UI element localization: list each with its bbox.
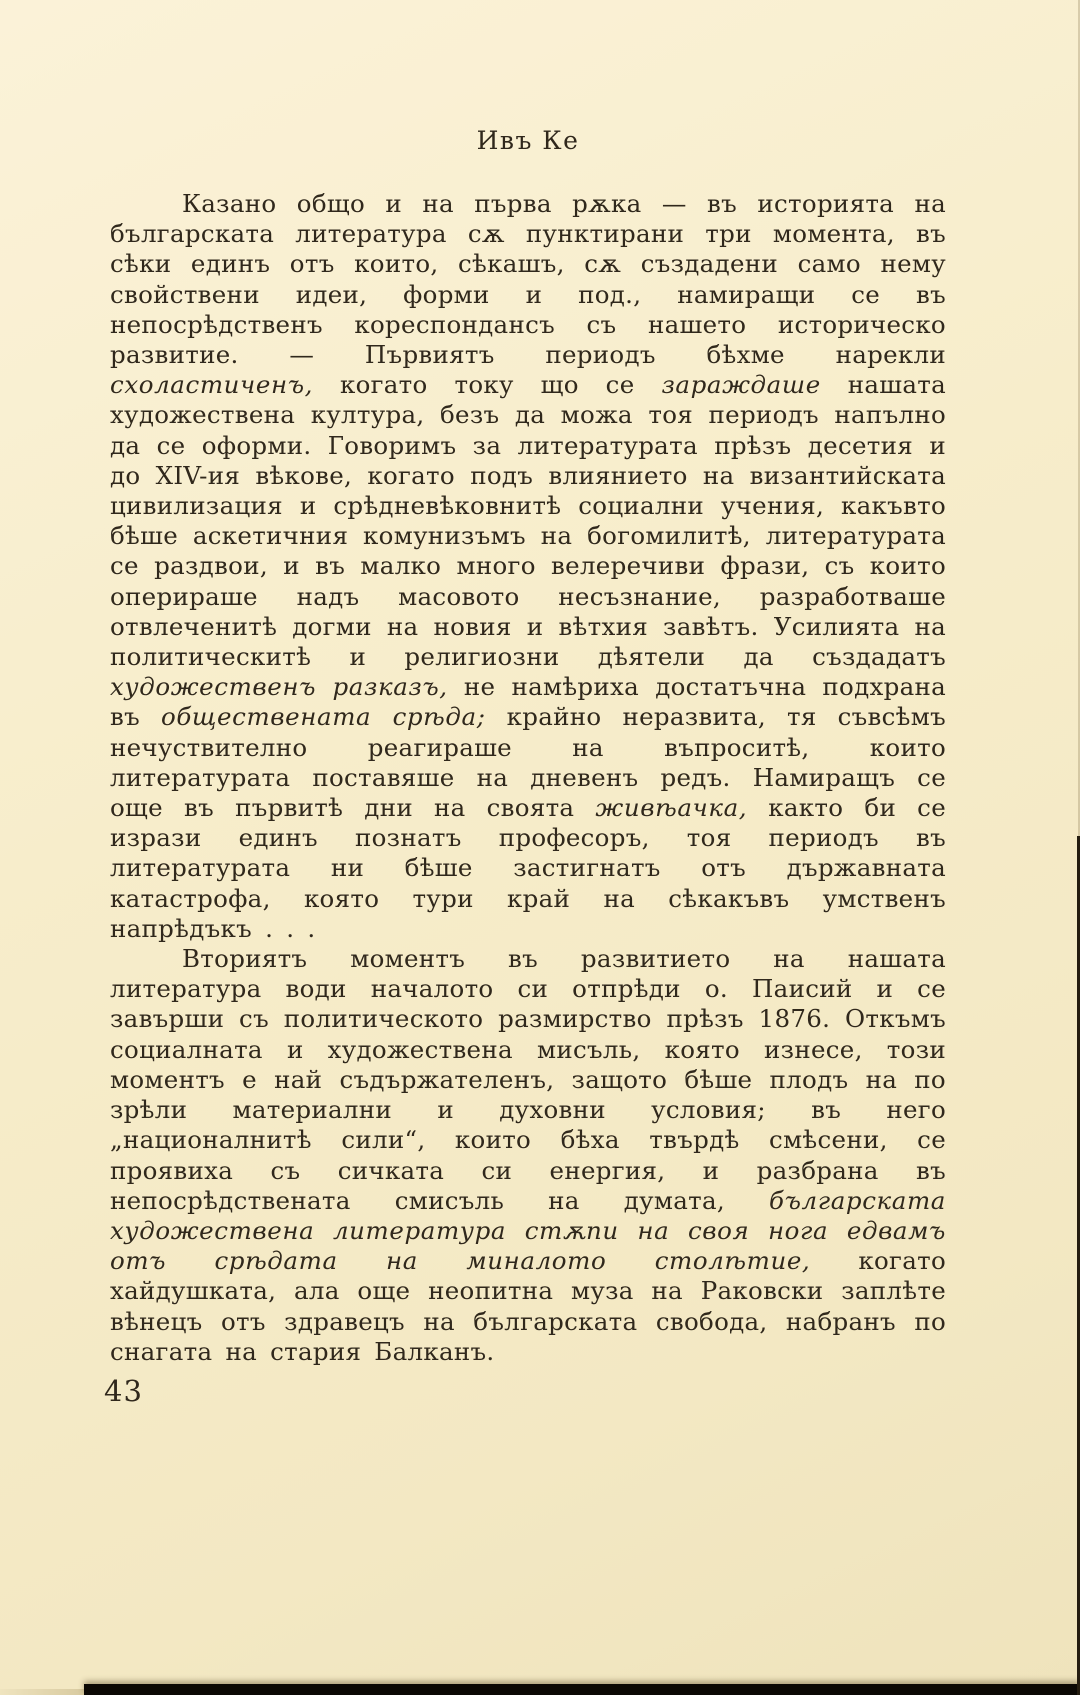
scan-edge-bottom-left	[0, 1689, 84, 1695]
italic-text-segment: схоластиченъ,	[110, 370, 314, 400]
text-segment: когато току що се	[313, 370, 662, 400]
italic-text-segment: живѣачка,	[595, 793, 748, 823]
page-text	[110, 189, 946, 1367]
text-segment: както би се изрази единъ познатъ професоръ, тоя периодъ въ литературата ни бѣше застигнатъ отъ държавната катастрофа, която тури край на сѣкакъвъ умственъ напрѣдъкъ . . .	[110, 793, 946, 943]
text-segment: крайно неразвита, тя съвсѣмъ нечуствително реагираше на въпроситѣ, които литературата поставяше на дневенъ редъ. Намиращъ се още въ първитѣ дни на своята	[110, 702, 946, 823]
scan-edge-bottom	[84, 1684, 1080, 1695]
paragraph	[110, 189, 946, 944]
italic-text-segment: зараждаше	[661, 370, 821, 400]
running-header: Ивъ Ке	[476, 126, 580, 155]
italic-text-segment: обществената срѣда;	[161, 702, 486, 732]
text-segment: Казано общо и на първа рѫка — въ историята на българската литература сѫ пунктирани три момента, въ сѣки единъ отъ които, сѣкашъ, сѫ създадени само нему свойствени идеи, форми и под., намиращи се въ непосрѣдственъ кореспондансъ съ нашето историческо развитие. — Първиятъ периодъ бѣхме нарекли	[110, 189, 946, 370]
italic-text-segment: художественъ разказъ,	[110, 672, 448, 702]
text-segment: нашата художествена култура, безъ да можа тоя периодъ напълно да се оформи. Говоримъ за литературата прѣзъ десетия и до XIV-ия вѣкове, когато подъ влиянието на византийската цивилизация и срѣдневѣковнитѣ социални учения, какъвто бѣше аскетичния комунизъмъ на богомилитѣ, литературата се раздвои, и въ малко много велеречиви фрази, съ които оперираше надъ масовото несъзнание, разработваше отвлеченитѣ догми на новия и вѣтхия завѣтъ. Усилията на политическитѣ и религиозни дѣятели да създадатъ	[110, 370, 946, 672]
page-number: 43	[104, 1374, 143, 1408]
text-segment: когато хайдушката, ала още неопитна муза на Раковски заплѣте вѣнецъ отъ здравецъ на българската свобода, набранъ по снагата на стария Балканъ.	[110, 1246, 947, 1366]
paragraph	[110, 944, 946, 1367]
text-segment: Вториятъ моментъ въ развитието на нашата литература води началото си отпрѣди о. Паисий и се завърши съ политическото размирство прѣзъ 1876. Откъмъ социалната и художествена мисъль, която изнесе, този моментъ е най съдържателенъ, защото бѣше плодъ на по зрѣли материални и духовни условия; въ него „националнитѣ сили“, които бѣха твърдѣ смѣсени, се проявиха съ сичката си енергия, и разбрана въ непосрѣдствената смисъль на думата,	[110, 944, 946, 1215]
italic-text-segment: българската художествена литература стѫпи на своя нога едвамъ отъ срѣдата на миналото столѣтие,	[110, 1185, 946, 1276]
text-segment: не намѣриха достатъчна подхрана въ	[110, 672, 947, 732]
